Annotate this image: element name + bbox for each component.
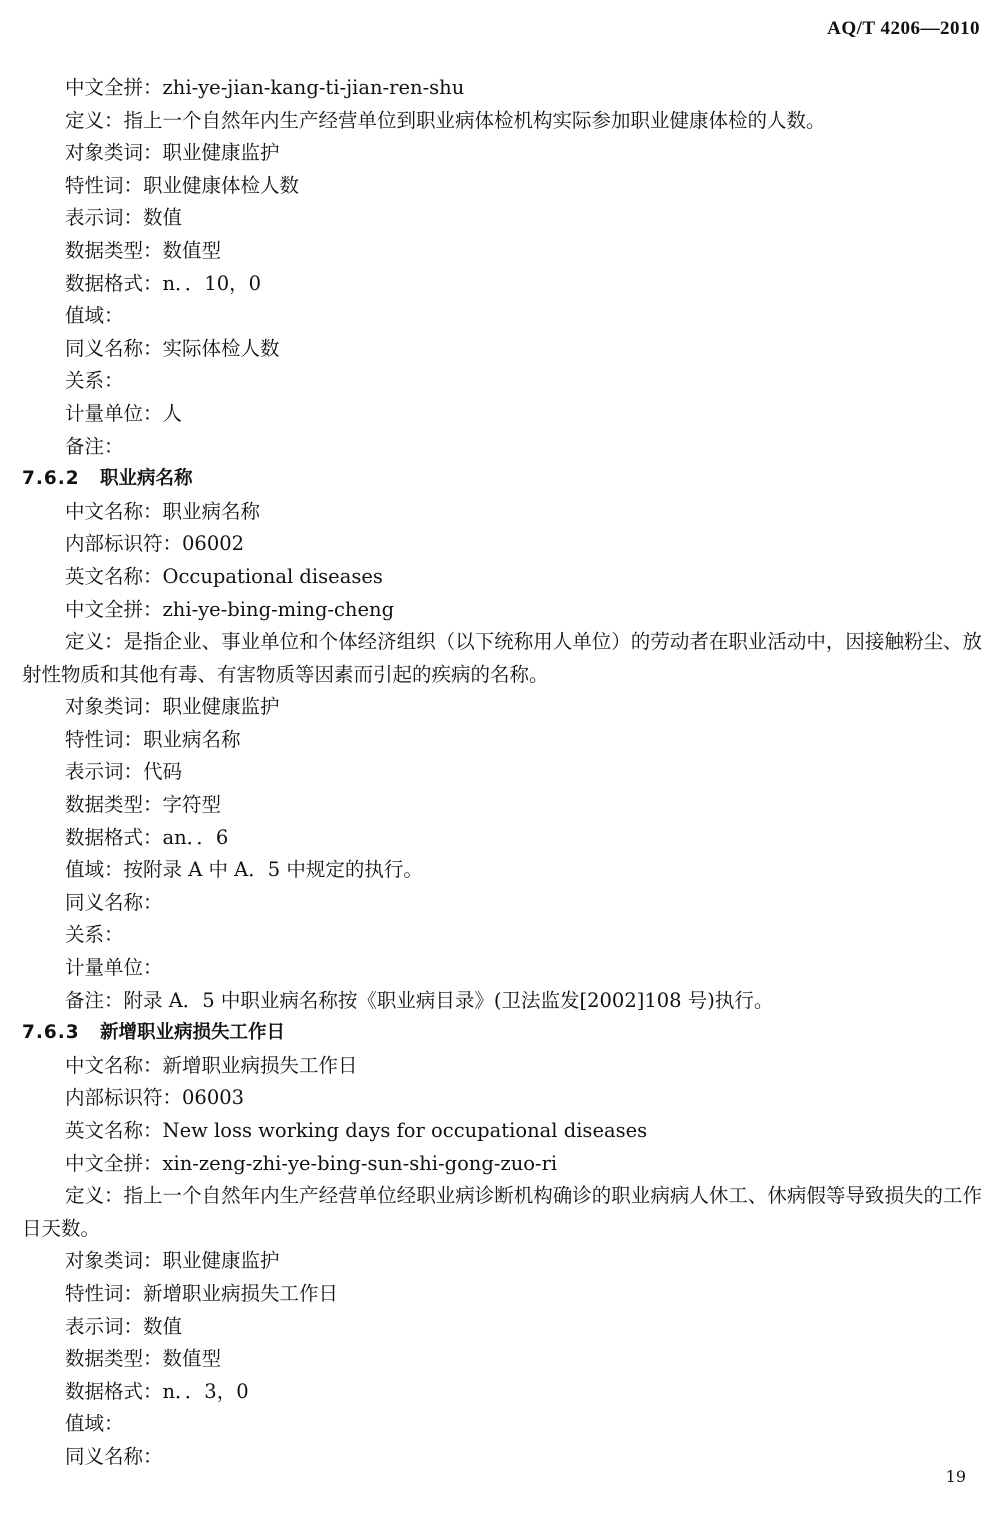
field-line: 对象类词：职业健康监护 <box>65 141 280 165</box>
definition-paragraph: 定义：指上一个自然年内生产经营单位经职业病诊断机构确诊的职业病病人休工、休病假等导致损失的工作日天数。 <box>22 1184 982 1240</box>
field-line: 特性词：新增职业病损失工作日 <box>65 1281 339 1305</box>
field-line: 中文名称：职业病名称 <box>65 499 261 523</box>
field-line: 计量单位：人 <box>65 401 183 425</box>
field-line: 值域： <box>65 304 124 328</box>
field-line: 内部标识符：06002 <box>65 532 245 556</box>
field-line: 对象类词：职业健康监护 <box>65 1249 280 1273</box>
field-line: 值域： <box>65 1412 124 1436</box>
field-line: 内部标识符：06003 <box>65 1086 245 1110</box>
field-line: 数据格式：an．．6 <box>65 825 229 849</box>
field-line: 数据类型：字符型 <box>65 793 222 817</box>
field-line: 中文全拼：xin-zeng-zhi-ye-bing-sun-shi-gong-zuo-ri <box>65 1151 558 1175</box>
document-code: AQ/T 4206—2010 <box>827 18 980 39</box>
field-line: 中文全拼：zhi-ye-bing-ming-cheng <box>65 597 395 621</box>
page-content <box>22 72 982 1474</box>
field-line: 值域：按附录 A 中 A．5 中规定的执行。 <box>65 858 423 882</box>
section-number: 7.6.3 <box>22 1022 80 1044</box>
field-line: 同义名称：实际体检人数 <box>65 336 280 360</box>
field-line: 表示词：代码 <box>65 760 183 784</box>
section-heading <box>22 1017 982 1050</box>
field-line: 英文名称：Occupational diseases <box>65 564 383 588</box>
section-title: 新增职业病损失工作日 <box>100 1022 286 1044</box>
field-line: 关系： <box>65 923 124 947</box>
field-line: 同义名称： <box>65 890 163 914</box>
field-line: 特性词：职业病名称 <box>65 727 241 751</box>
section-number: 7.6.2 <box>22 468 80 490</box>
definition-paragraph: 定义：是指企业、事业单位和个体经济组织（以下统称用人单位）的劳动者在职业活动中，因接触粉尘、放射性物质和其他有毒、有害物质等因素而引起的疾病的名称。 <box>22 630 982 686</box>
field-line: 中文名称：新增职业病损失工作日 <box>65 1053 358 1077</box>
field-line: 备注：附录 A．5 中职业病名称按《职业病目录》(卫法监发[2002]108 号)执行。 <box>65 988 774 1012</box>
field-line: 表示词：数值 <box>65 206 183 230</box>
field-line: 特性词：职业健康体检人数 <box>65 173 300 197</box>
field-line: 定义：指上一个自然年内生产经营单位到职业病体检机构实际参加职业健康体检的人数。 <box>65 108 826 132</box>
field-line: 表示词：数值 <box>65 1314 183 1338</box>
field-line: 英文名称：New loss working days for occupational diseases <box>65 1119 648 1142</box>
field-line: 同义名称： <box>65 1444 163 1468</box>
field-line: 备注： <box>65 434 124 458</box>
section-title: 职业病名称 <box>100 468 193 490</box>
field-line: 数据格式：n．．10，0 <box>65 271 262 295</box>
field-line: 数据类型：数值型 <box>65 238 222 262</box>
field-line: 数据格式：n．．3，0 <box>65 1379 249 1403</box>
section-heading <box>22 463 982 496</box>
field-line: 对象类词：职业健康监护 <box>65 695 280 719</box>
field-line: 中文全拼：zhi-ye-jian-kang-ti-jian-ren-shu <box>65 76 465 99</box>
page-number: 19 <box>945 1467 966 1486</box>
field-line: 数据类型：数值型 <box>65 1347 222 1371</box>
field-line: 关系： <box>65 369 124 393</box>
field-line: 计量单位： <box>65 956 163 980</box>
